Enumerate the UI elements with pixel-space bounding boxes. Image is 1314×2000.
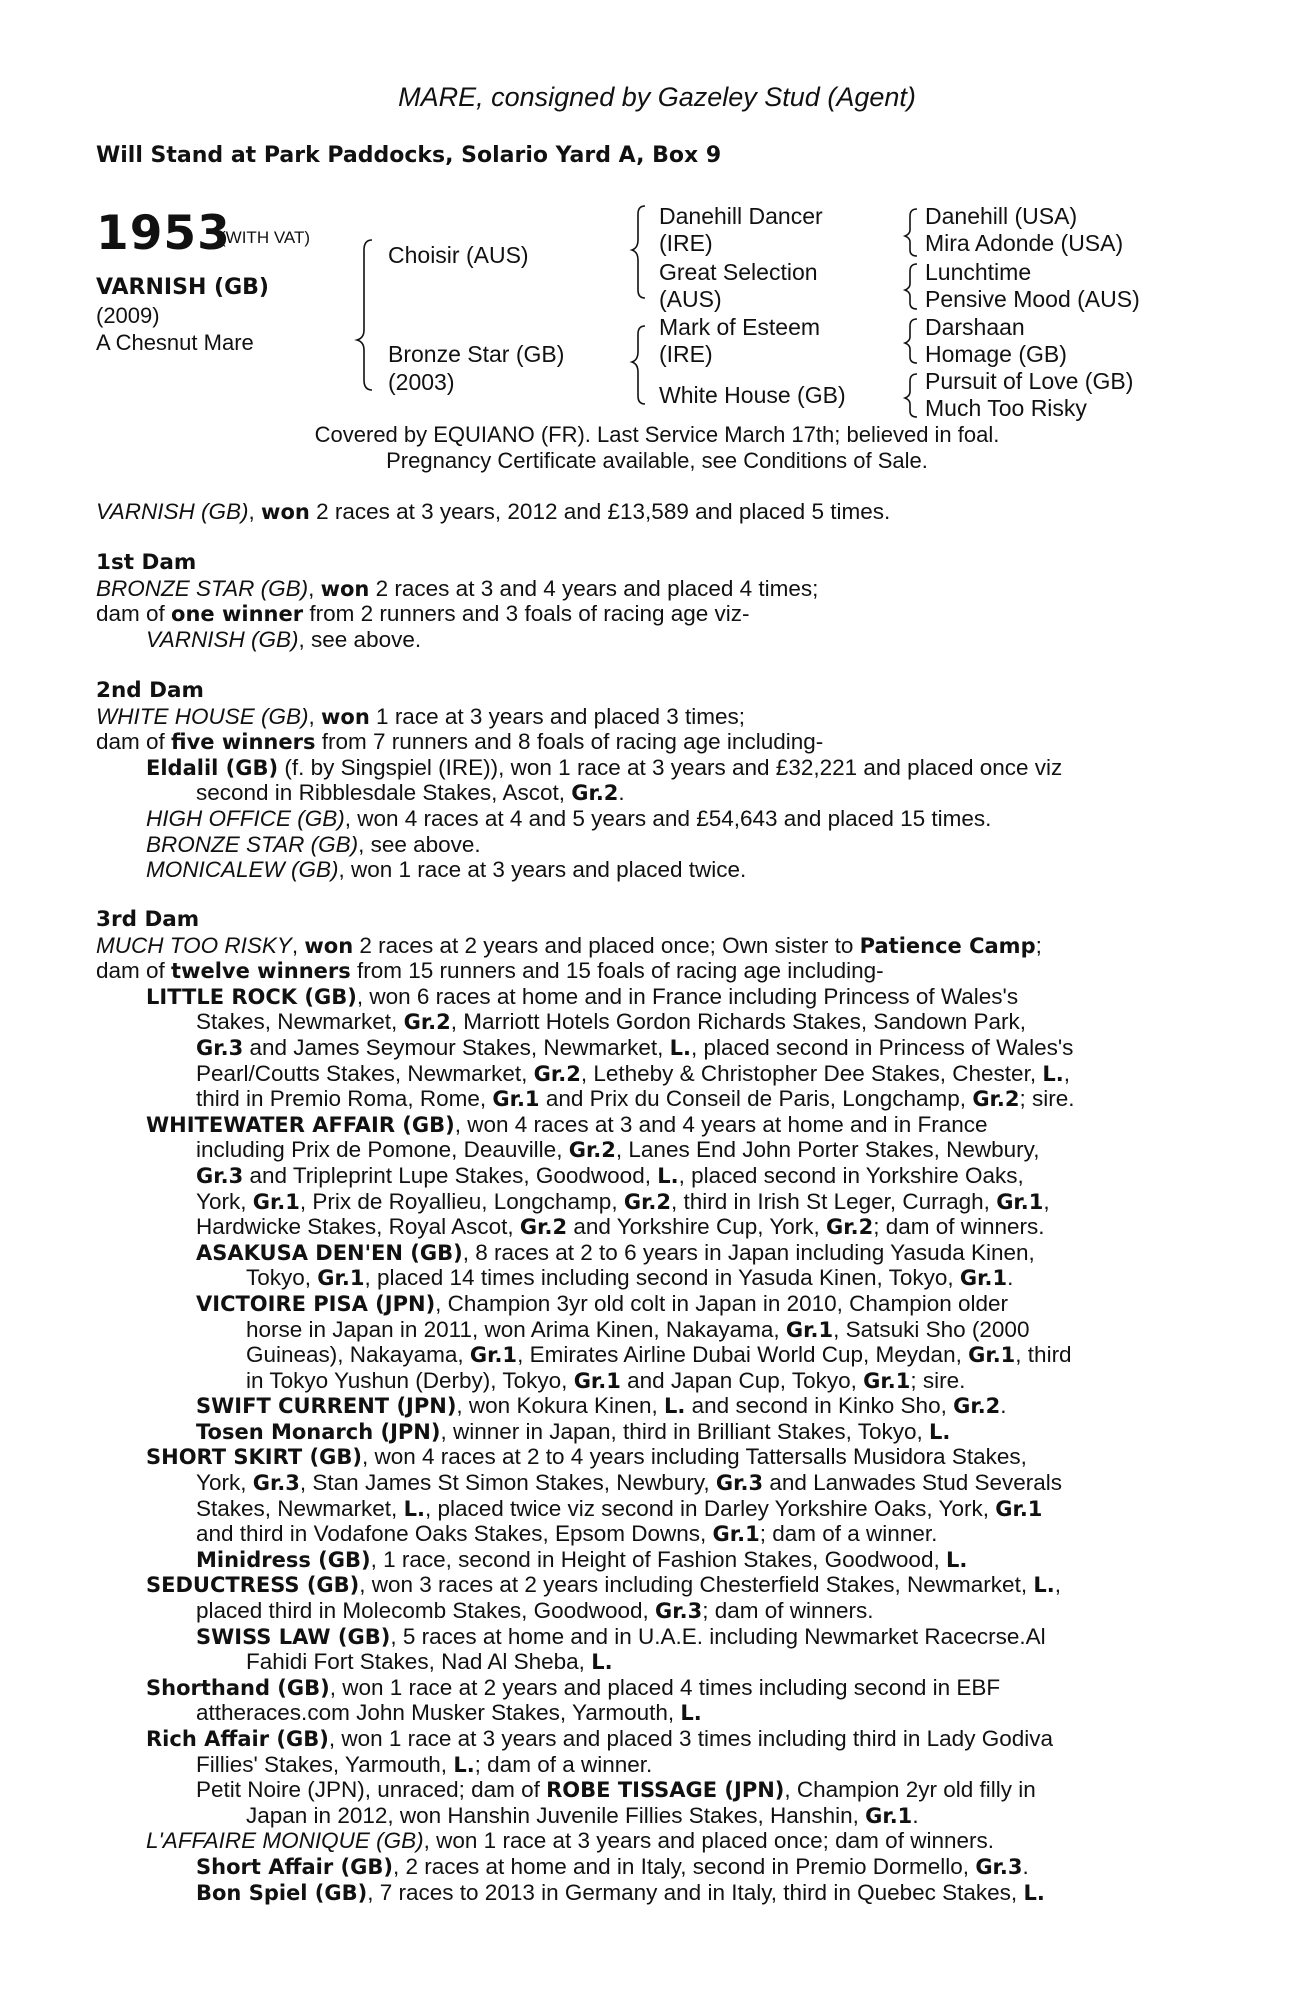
third-dam-line (96, 1854, 1206, 1880)
text: , (308, 703, 322, 729)
third-dam-line (96, 1598, 1206, 1624)
dam-name: WHITE HOUSE (GB) (96, 703, 309, 729)
text: , Letheby & Christopher Dee Stakes, Chester, (580, 1060, 1043, 1086)
first-dam-line (96, 627, 1206, 653)
text: , 7 races to 2013 in Germany and in Italy, third in Quebec Stakes, (367, 1879, 1024, 1905)
third-dam-line (96, 1572, 1206, 1598)
brace-g3-1 (905, 209, 917, 256)
pedigree-dss: Darshaan (925, 314, 1025, 340)
text: , third (1015, 1342, 1072, 1368)
text-bold: Gr.3 (196, 1035, 244, 1060)
text: and James Seymour Stakes, Newmarket, (243, 1034, 670, 1060)
third-dam-line (96, 1137, 1206, 1163)
produce-name: Eldalil (GB) (146, 755, 279, 780)
pedigree-ddd: Much Too Risky (925, 395, 1087, 421)
third-dam-line (96, 1777, 1206, 1803)
pedigree-sd-2: (AUS) (659, 286, 722, 312)
text: placed third in Molecomb Stakes, Goodwood, (196, 1598, 655, 1624)
pedigree-sdd: Pensive Mood (AUS) (925, 286, 1140, 312)
dam-name: BRONZE STAR (GB) (96, 575, 309, 601)
second-dam-line (96, 729, 1206, 755)
text: Japan in 2012, won Hanshin Juvenile Fillies Stakes, Hanshin, (246, 1802, 866, 1828)
text: Pearl/Coutts Stakes, Newmarket, (196, 1060, 534, 1086)
text-bold: Gr.1 (317, 1266, 365, 1291)
text: , placed 14 times including second in Yasuda Kinen, Tokyo, (364, 1265, 960, 1291)
text: Stakes, Newmarket, (196, 1009, 404, 1035)
text-bold: Gr.1 (863, 1368, 911, 1393)
brace-dam (632, 326, 645, 404)
second-dam-line (96, 704, 1206, 730)
third-dam-line (96, 1470, 1206, 1496)
text: , won 4 races at 2 to 4 years including Tattersalls Musidora Stakes, (361, 1444, 1027, 1470)
text: in Tokyo Yushun (Derby), Tokyo, (246, 1367, 574, 1393)
text: , (291, 932, 305, 958)
text: , placed second in Princess of Wales's (690, 1034, 1074, 1060)
third-dam-line (96, 1214, 1206, 1240)
third-dam-line (96, 984, 1206, 1010)
second-dam-line (96, 857, 1206, 883)
third-dam-line (96, 1803, 1206, 1829)
text: , placed twice viz second in Darley Yorkshire Oaks, York, (424, 1495, 996, 1521)
third-dam-line (96, 1700, 1206, 1726)
produce-name: Tosen Monarch (JPN) (196, 1419, 441, 1444)
third-dam-line (96, 1547, 1206, 1573)
third-dam-line (96, 1393, 1206, 1419)
text: , see above. (298, 626, 422, 652)
text: , Satsuki Sho (2000 (833, 1316, 1030, 1342)
pedigree-dam: Bronze Star (GB) (388, 341, 565, 367)
pedigree-ss-2: (IRE) (659, 230, 713, 256)
produce-name: VARNISH (GB) (146, 626, 299, 652)
text-bold: Gr.1 (865, 1803, 913, 1828)
text-bold: twelve winners (171, 959, 351, 984)
text-bold: Gr.2 (533, 1061, 581, 1086)
third-dam-line (96, 1163, 1206, 1189)
text: Hardwicke Stakes, Royal Ascot, (196, 1214, 520, 1240)
text: from 15 runners and 15 foals of racing age including- (350, 958, 884, 984)
text-bold: Gr.1 (492, 1087, 540, 1112)
pedigree-dsd: Homage (GB) (925, 341, 1067, 367)
page-title: MARE, consigned by Gazeley Stud (Agent) (398, 82, 916, 112)
text: , won 1 race at 3 years and placed twice. (338, 857, 747, 883)
third-dam-line (96, 1649, 1206, 1675)
summary-horse: VARNISH (GB) (96, 499, 249, 524)
brace-sire (632, 206, 645, 298)
text: (f. by Singspiel (IRE)), won 1 race at 3 years and £32,221 and placed once viz (278, 754, 1063, 780)
text-bold: Gr.2 (571, 781, 619, 806)
text-bold: L. (929, 1419, 951, 1444)
text: Petit Noire (JPN), unraced; dam of (196, 1777, 547, 1803)
text: 2 races at 2 years and placed once; Own sister to (353, 932, 860, 958)
text-bold: won (304, 933, 354, 958)
pedigree-dds: Pursuit of Love (GB) (925, 368, 1134, 394)
text-bold: Gr.2 (953, 1394, 1001, 1419)
third-dam-line (96, 1265, 1206, 1291)
covered-line-2: Pregnancy Certificate available, see Conditions of Sale. (386, 448, 928, 473)
text: , won 3 races at 2 years including Chesterfield Stakes, Newmarket, (359, 1572, 1034, 1598)
text-bold: Gr.2 (623, 1189, 672, 1214)
third-dam-line (96, 958, 1206, 984)
third-dam-line (96, 1624, 1206, 1650)
text: , Champion 2yr old filly in (784, 1777, 1036, 1803)
third-dam-section (96, 907, 1206, 1905)
text-bold: Gr.3 (975, 1854, 1023, 1879)
brace-g3-2 (905, 264, 917, 309)
third-dam-line (96, 1828, 1206, 1854)
produce-name: BRONZE STAR (GB) (146, 831, 359, 857)
text-bold: Gr.3 (196, 1163, 244, 1188)
summary-won: won (261, 500, 310, 524)
brace-g3-4 (905, 374, 917, 417)
produce-name: VICTOIRE PISA (JPN) (196, 1291, 436, 1316)
produce-name: SWISS LAW (GB) (196, 1624, 391, 1649)
third-dam-line (96, 1675, 1206, 1701)
produce-name: ASAKUSA DEN'EN (GB) (196, 1240, 463, 1265)
text-bold: L. (453, 1752, 475, 1777)
second-dam-section (96, 678, 1206, 883)
text: dam of (96, 958, 172, 984)
text-bold: Gr.1 (996, 1189, 1044, 1214)
text: including Prix de Pomone, Deauville, (196, 1137, 569, 1163)
horse-description: A Chesnut Mare (96, 330, 254, 355)
text-bold: Gr.1 (573, 1368, 621, 1393)
text-bold: L. (591, 1650, 613, 1675)
produce-name: L'AFFAIRE MONIQUE (GB) (146, 1828, 424, 1854)
produce-name: SWIFT CURRENT (JPN) (196, 1394, 457, 1419)
produce-name: HIGH OFFICE (GB) (146, 805, 345, 831)
text: York, (196, 1188, 253, 1214)
text: and Tripleprint Lupe Stakes, Goodwood, (243, 1162, 658, 1188)
text: ; dam of winners. (873, 1214, 1045, 1240)
text: , 2 races at home and in Italy, second in Premio Dormello, (392, 1853, 976, 1879)
third-dam-line (96, 1189, 1206, 1215)
text: ; sire. (1019, 1086, 1075, 1112)
text: , won 4 races at 4 and 5 years and £54,643 and placed 15 times. (344, 805, 992, 831)
text: and third in Vodafone Oaks Stakes, Epsom Downs, (196, 1521, 713, 1547)
third-dam-line (96, 1496, 1206, 1522)
text: and second in Kinko Sho, (685, 1393, 954, 1419)
first-dam-line (96, 601, 1206, 627)
text: Stakes, Newmarket, (196, 1495, 404, 1521)
produce-name: Rich Affair (GB) (146, 1727, 329, 1751)
pedigree-sire: Choisir (AUS) (388, 242, 529, 268)
text: ; (1035, 932, 1042, 958)
pedigree-ssd: Mira Adonde (USA) (925, 230, 1124, 256)
text: , (1054, 1572, 1061, 1598)
text: second in Ribblesdale Stakes, Ascot, (196, 780, 572, 806)
third-dam-line (96, 1291, 1206, 1317)
third-dam-line (96, 1009, 1206, 1035)
text: , won 1 race at 3 years and placed once; dam of winners. (423, 1828, 994, 1854)
vat-note: (WITH VAT) (220, 228, 311, 247)
text-bold: Gr.1 (785, 1317, 834, 1342)
text: , third in Irish St Leger, Curragh, (671, 1188, 997, 1214)
first-dam-line (96, 576, 1206, 602)
lot-number: 1953 (96, 206, 231, 261)
produce-name: Shorthand (GB) (146, 1675, 330, 1700)
text: , Stan James St Simon Stakes, Newbury, (299, 1470, 716, 1496)
text: , placed second in Yorkshire Oaks, (678, 1162, 1024, 1188)
text-bold: Gr.3 (715, 1471, 764, 1496)
text-bold: Gr.1 (252, 1189, 300, 1214)
pedigree-sds: Lunchtime (925, 259, 1032, 285)
text: , 5 races at home and in U.A.E. including Newmarket Racecrse.Al (390, 1623, 1046, 1649)
covered-line-1: Covered by EQUIANO (FR). Last Service March 17th; believed in foal. (314, 422, 1000, 447)
third-dam-line (96, 1419, 1206, 1445)
text: , Champion 3yr old colt in Japan in 2010, Champion older (435, 1290, 1009, 1316)
text: , winner in Japan, third in Brilliant Stakes, Tokyo, (440, 1418, 930, 1444)
third-dam-line (96, 1240, 1206, 1266)
text: , won 1 race at 3 years and placed 3 times including third in Lady Godiva (328, 1726, 1053, 1751)
third-dam-line (96, 1368, 1206, 1394)
text-bold: Gr.3 (252, 1471, 300, 1496)
brace-main (357, 240, 372, 390)
text: , 8 races at 2 to 6 years in Japan including Yasuda Kinen, (462, 1239, 1035, 1265)
text-bold: L. (657, 1163, 679, 1188)
text: Fillies' Stakes, Yarmouth, (196, 1751, 454, 1777)
pedigree-sd-1: Great Selection (659, 259, 818, 285)
text: , Prix de Royallieu, Longchamp, (299, 1188, 624, 1214)
dam-name: MUCH TOO RISKY (96, 932, 292, 958)
text-bold: Gr.1 (712, 1522, 760, 1547)
pedigree-ss-1: Danehill Dancer (659, 203, 823, 229)
text: , see above. (358, 831, 481, 857)
text: , (308, 575, 321, 601)
text: and Prix du Conseil de Paris, Longchamp, (539, 1086, 973, 1112)
text-bold: Gr.2 (519, 1215, 568, 1240)
text: from 2 runners and 3 foals of racing age viz- (303, 601, 750, 627)
text-bold: won (320, 576, 370, 601)
third-dam-line (96, 1061, 1206, 1087)
produce-name: Bon Spiel (GB) (196, 1880, 368, 1905)
third-dam-heading: 3rd Dam (96, 907, 200, 932)
produce-name: WHITEWATER AFFAIR (GB) (146, 1112, 455, 1137)
text: ; sire. (910, 1367, 966, 1393)
text: , Marriott Hotels Gordon Richards Stakes, Sandown Park, (450, 1009, 1027, 1035)
produce-name: ROBE TISSAGE (JPN) (546, 1778, 785, 1803)
text: . (1000, 1393, 1007, 1419)
produce-name: LITTLE ROCK (GB) (146, 984, 357, 1009)
text-bold: L. (1033, 1573, 1055, 1598)
summary-rest: 2 races at 3 years, 2012 and £13,589 and placed 5 times. (309, 499, 891, 524)
text: attheraces.com John Musker Stakes, Yarmouth, (196, 1700, 681, 1726)
summary-line: VARNISH (GB), won 2 races at 3 years, 2012 and £13,589 and placed 5 times. (96, 499, 891, 524)
text-bold: L. (945, 1547, 968, 1572)
text: , 1 race, second in Height of Fashion Stakes, Goodwood, (370, 1546, 946, 1572)
produce-name: SHORT SKIRT (GB) (146, 1445, 362, 1470)
text-bold: Gr.1 (968, 1343, 1016, 1368)
text: ; dam of winners. (702, 1598, 874, 1624)
summary-section (96, 499, 1206, 525)
text: , (1043, 1188, 1050, 1214)
produce-name: SEDUCTRESS (GB) (146, 1573, 360, 1598)
text-bold: Gr.3 (655, 1599, 703, 1624)
text-bold: Patience Camp (859, 933, 1036, 958)
text: 2 races at 3 and 4 years and placed 4 times; (369, 575, 819, 601)
text: , won Kokura Kinen, (456, 1393, 665, 1419)
second-dam-line (96, 806, 1206, 832)
produce-name: MONICALEW (GB) (146, 857, 339, 883)
pedigree-dd: White House (GB) (659, 382, 846, 408)
pedigree-braces (0, 0, 1314, 430)
third-dam-line (96, 1342, 1206, 1368)
pedigree-sss: Danehill (USA) (925, 203, 1078, 229)
second-dam-heading: 2nd Dam (96, 678, 204, 703)
text-bold: L. (1042, 1061, 1064, 1086)
text: . (1007, 1265, 1014, 1291)
text-bold: Gr.2 (568, 1138, 616, 1163)
text: Tokyo, (246, 1265, 318, 1291)
third-dam-line (96, 1752, 1206, 1778)
third-dam-line (96, 1444, 1206, 1470)
text-bold: Gr.1 (469, 1343, 518, 1368)
text: , won 4 races at 3 and 4 years at home and in France (454, 1111, 988, 1137)
horse-name: VARNISH (GB) (96, 275, 269, 300)
produce-name: Short Affair (GB) (196, 1854, 393, 1879)
third-dam-line (96, 1086, 1206, 1112)
text-bold: Gr.2 (972, 1087, 1020, 1112)
text-bold: L. (669, 1035, 691, 1060)
text-bold: Gr.1 (959, 1266, 1008, 1291)
horse-year: (2009) (96, 303, 160, 328)
brace-g3-3 (905, 319, 917, 363)
pedigree-ds-2: (IRE) (659, 341, 713, 367)
text-bold: Gr.2 (826, 1215, 874, 1240)
third-dam-line (96, 1726, 1206, 1752)
text-bold: L. (680, 1701, 702, 1726)
text: dam of (96, 601, 172, 627)
text: . (912, 1802, 919, 1828)
text: , (1063, 1060, 1070, 1086)
text: and Lanwades Stud Severals (763, 1470, 1063, 1496)
third-dam-line (96, 933, 1206, 959)
pedigree-ds-1: Mark of Esteem (659, 314, 821, 340)
text: , won 6 races at home and in France including Princess of Wales's (356, 983, 1019, 1009)
text-bold: L. (403, 1496, 425, 1521)
second-dam-line (96, 780, 1206, 806)
text-bold: Gr.1 (995, 1496, 1043, 1521)
second-dam-line (96, 832, 1206, 858)
text-bold: L. (664, 1394, 686, 1419)
text: , Emirates Airline Dubai World Cup, Meydan, (517, 1342, 969, 1368)
text: third in Premio Roma, Rome, (196, 1086, 493, 1112)
text: Fahidi Fort Stakes, Nad Al Sheba, (246, 1649, 592, 1675)
text-bold: won (321, 704, 370, 729)
text: horse in Japan in 2011, won Arima Kinen, Nakayama, (246, 1316, 786, 1342)
third-dam-line (96, 1317, 1206, 1343)
text-bold: one winner (171, 602, 304, 627)
text: Guineas), Nakayama, (246, 1342, 470, 1368)
first-dam-section (96, 550, 1206, 652)
text: ; dam of a winner. (474, 1751, 653, 1777)
text: . (1022, 1853, 1029, 1879)
text: and Yorkshire Cup, York, (567, 1214, 827, 1240)
stand-location: Will Stand at Park Paddocks, Solario Yard A, Box 9 (96, 143, 722, 168)
text: . (618, 780, 625, 806)
pedigree-dam-year: (2003) (388, 369, 455, 395)
first-dam-heading: 1st Dam (96, 550, 197, 575)
third-dam-line (96, 1035, 1206, 1061)
text-bold: five winners (171, 730, 316, 755)
text: 1 race at 3 years and placed 3 times; (369, 703, 746, 729)
text: , Lanes End John Porter Stakes, Newbury, (615, 1137, 1040, 1163)
second-dam-line (96, 755, 1206, 781)
text: York, (196, 1470, 253, 1496)
text: from 7 runners and 8 foals of racing age including- (315, 729, 824, 755)
text: dam of (96, 729, 172, 755)
third-dam-line (96, 1112, 1206, 1138)
third-dam-line (96, 1880, 1206, 1906)
third-dam-line (96, 1521, 1206, 1547)
text-bold: Gr.2 (403, 1010, 451, 1035)
text: ; dam of a winner. (759, 1521, 938, 1547)
produce-name: Minidress (GB) (196, 1547, 371, 1572)
text: and Japan Cup, Tokyo, (620, 1367, 864, 1393)
text-bold: L. (1023, 1880, 1045, 1905)
text: , won 1 race at 2 years and placed 4 times including second in EBF (329, 1674, 1001, 1700)
